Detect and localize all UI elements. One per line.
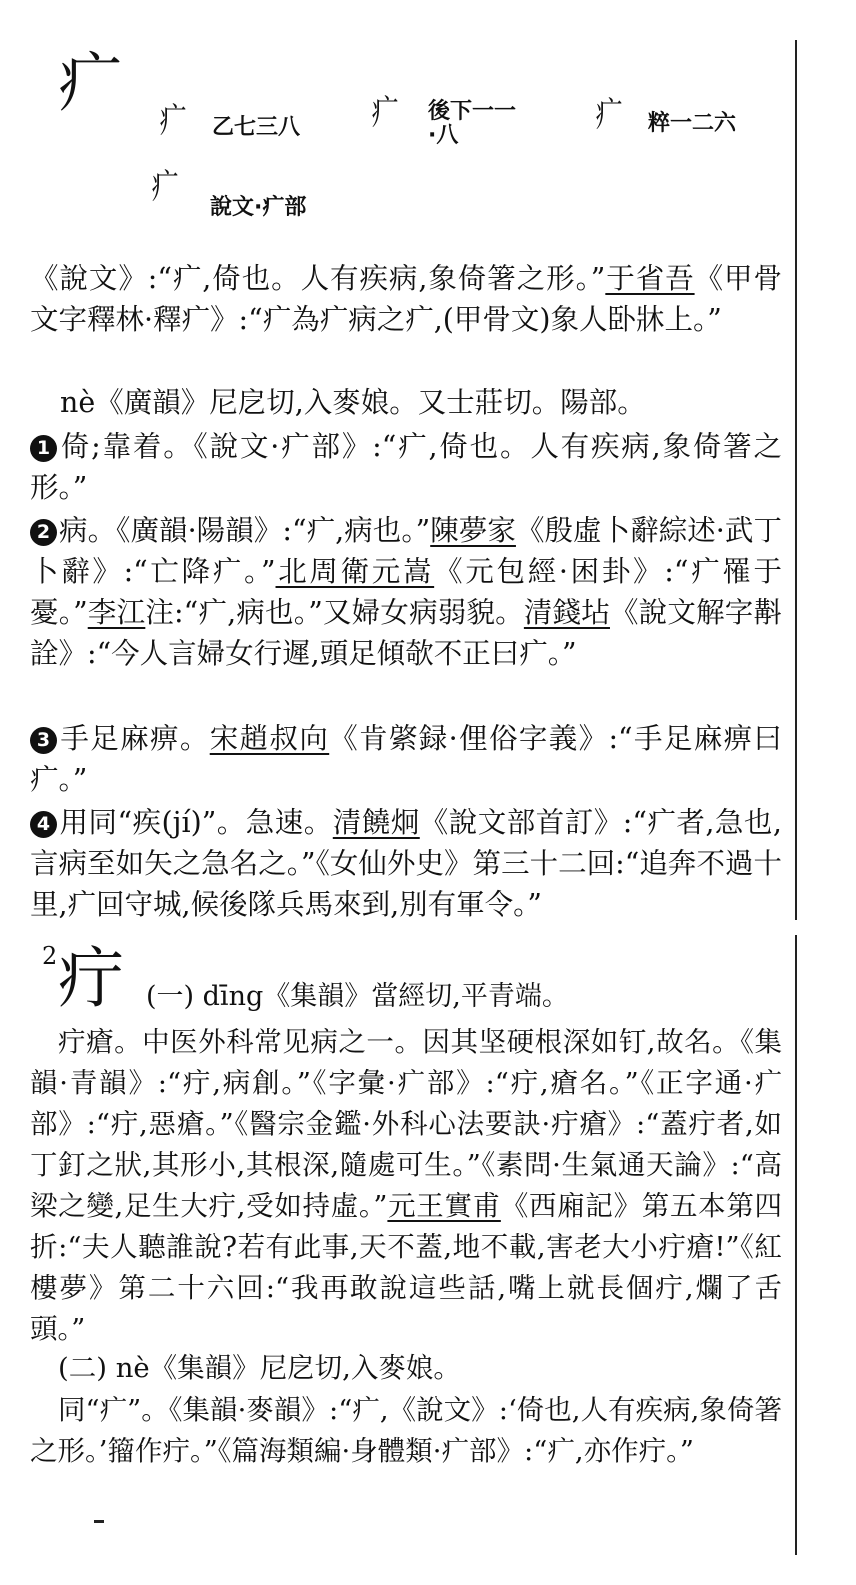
author-name: 李江 [87, 596, 146, 629]
sense-number: 1 [30, 435, 57, 462]
pronunciation: nè《廣韻》尼戹切,入麥娘。又士莊切。陽部。 [60, 386, 646, 419]
oracle-form-glyph: 疒 [595, 95, 623, 135]
page-mark [94, 1520, 104, 1523]
sense-number: 3 [30, 727, 57, 754]
entry-head-character: 疒 [58, 47, 122, 121]
author-name: 清饒炯 [332, 806, 420, 839]
author-name: 宋趙叔向 [209, 722, 330, 755]
seal-form-glyph: 疒 [151, 167, 179, 207]
oracle-form-label: 乙七三八 [212, 115, 301, 140]
oracle-form-glyph: 疒 [159, 101, 187, 141]
author-name: 于省吾 [605, 262, 695, 295]
sense-2: 2 病。《廣韻·陽韻》:“疒,病也。”陳夢家《殷虛卜辭綜述·武丁卜辭》:“亡降疒。”北周衛元嵩《元包經·困卦》:“疒罹于憂。”李江注:“疒,病也。”又婦女病弱貌。清錢坫《說文解字斠詮》:“今人言婦女行遲,頭足傾欹不正曰疒。” [30, 514, 782, 670]
sense-3: 3 手足麻痹。宋趙叔向《肯綮録·俚俗字義》:“手足麻痹曰疒。” [30, 722, 782, 796]
column-rule-bottom [795, 935, 797, 1555]
sense-4: 4 用同“疾(jí)”。急速。清饒炯《說文部首訂》:“疒者,急也,言病至如矢之急名之。”《女仙外史》第三十二回:“追奔不過十里,疒回守城,候後隊兵馬來到,別有軍令。” [30, 806, 782, 921]
entry-heading-reading-1: (一) dīng《集韻》當經切,平青端。 [146, 981, 569, 1012]
column-rule-top [795, 40, 797, 920]
definition-1: 疔瘡。中医外科常见病之一。因其坚硬根深如钉,故名。《集韻·青韻》:“疔,病創。”《字彙·疒部》:“疔,瘡名。”《正字通·疒部》:“疔,惡瘡。”《醫宗金鑑·外科心法要訣·疔瘡》:“蓋疔者,如丁釘之狀,其形小,其根深,隨處可生。”《素問·生氣通天論》:“高梁之變,足生大疔,受如持虛。”元王實甫《西廂記》第五本第四折:“夫人聽誰說?若有此事,天不蓋,地不載,害老大小疔瘡!”《紅樓夢》第二十六回:“我再敢說這些話,嘴上就長個疔,爛了舌頭。” [30, 1026, 783, 1345]
sense-1: 1 倚;靠着。《說文·疒部》:“疒,倚也。人有疾病,象倚箸之形。” [30, 430, 782, 504]
author-name: 北周衛元嵩 [275, 555, 435, 588]
etymology-quote: 《說文》:“疒,倚也。人有疾病,象倚箸之形。”于省吾《甲骨文字釋林·釋疒》:“疒為疒病之疒,(甲骨文)象人卧牀上。” [30, 262, 782, 336]
entry-head-character: 疔 [58, 940, 124, 1017]
author-name: 陳夢家 [430, 514, 516, 547]
entry-superscript: 2 [42, 942, 58, 970]
sense-number: 2 [30, 519, 57, 546]
definition-2: 同“疒”。《集韻·麥韻》:“疒,《說文》:‘倚也,人有疾病,象倚箸之形。’籀作疔。”《篇海類編·身體類·疒部》:“疒,亦作疔。” [30, 1394, 782, 1467]
oracle-form-glyph: 疒 [371, 93, 399, 133]
oracle-form-label: 粹一二六 [648, 111, 737, 136]
oracle-form-label: 後下一一·八 [428, 99, 517, 149]
entry-heading-reading-2: (二) nè《集韻》尼戹切,入麥娘。 [58, 1352, 461, 1384]
author-name: 元王實甫 [387, 1190, 501, 1222]
seal-form-label: 說文·疒部 [210, 195, 307, 220]
sense-number: 4 [30, 811, 57, 838]
author-name: 清錢坫 [523, 596, 610, 629]
